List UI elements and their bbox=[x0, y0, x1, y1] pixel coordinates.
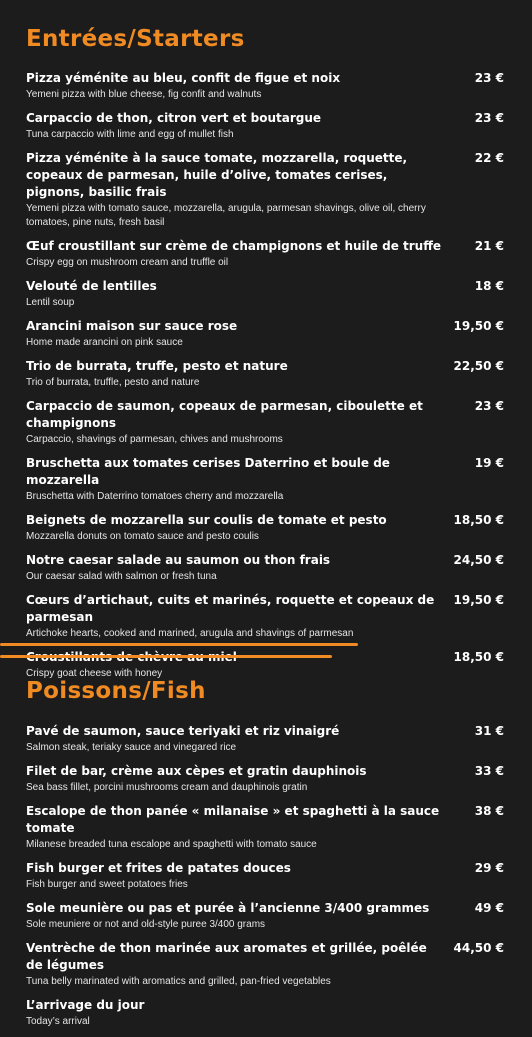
menu-item-price: 19,50 € bbox=[453, 319, 504, 333]
menu-item-name-fr: Velouté de lentilles bbox=[26, 279, 157, 293]
fish-title-separator: / bbox=[142, 678, 151, 704]
fish-list bbox=[26, 723, 506, 1037]
menu-item bbox=[26, 803, 506, 852]
starters-title-en: Starters bbox=[136, 26, 245, 52]
menu-item-name-fr: Pavé de saumon, sauce teriyaki et riz vinaigré bbox=[26, 724, 340, 738]
menu-item-name-en: Artichoke hearts, cooked and marined, arugula and shavings of parmesan bbox=[26, 628, 354, 639]
menu-item-name-fr: Carpaccio de thon, citron vert et boutargue bbox=[26, 111, 322, 125]
menu-item bbox=[26, 512, 506, 544]
menu-item-name-en: Yemeni pizza with blue cheese, fig confit and walnuts bbox=[26, 89, 262, 100]
menu-item-name-fr: Œuf croustillant sur crème de champignons et huile de truffe bbox=[26, 239, 442, 253]
menu-item-price: 23 € bbox=[474, 111, 504, 125]
menu-item-price: 29 € bbox=[474, 861, 504, 875]
menu-item-name-en: Yemeni pizza with tomato sauce, mozzarella, arugula, parmesan shavings, olive oil, cherry tomatoes, pine nuts, fresh basil bbox=[26, 203, 426, 228]
menu-item-price: 23 € bbox=[474, 399, 504, 413]
menu-item bbox=[26, 592, 506, 641]
menu-item bbox=[26, 860, 506, 892]
menu-item-name-en: Tuna belly marinated with aromatics and grilled, pan-fried vegetables bbox=[26, 976, 331, 987]
menu-item-price: 31 € bbox=[474, 724, 504, 738]
menu-item bbox=[26, 238, 506, 270]
starters-title-fr: Entrées bbox=[26, 26, 128, 52]
menu-item-name-en: Mozzarella donuts on tomato sauce and pesto coulis bbox=[26, 531, 259, 542]
menu-item-name-en: Salmon steak, teriaky sauce and vinegared rice bbox=[26, 742, 237, 753]
menu-item-price: 24,50 € bbox=[453, 553, 504, 567]
menu-item-name-en: Milanese breaded tuna escalope and spaghetti with tomato sauce bbox=[26, 839, 317, 850]
menu-item bbox=[26, 70, 506, 102]
menu-item bbox=[26, 723, 506, 755]
fish-title bbox=[26, 678, 206, 704]
menu-item-name-en: Tuna carpaccio with lime and egg of mullet fish bbox=[26, 129, 234, 140]
menu-item-name-fr: Beignets de mozzarella sur coulis de tomate et pesto bbox=[26, 513, 387, 527]
menu-item bbox=[26, 398, 506, 447]
menu-item-name-fr: Escalope de thon panée « milanaise » et spaghetti à la sauce tomate bbox=[26, 804, 440, 835]
menu-item-name-en: Crispy goat cheese with honey bbox=[26, 668, 163, 679]
menu-item-price: 21 € bbox=[474, 239, 504, 253]
menu-item bbox=[26, 278, 506, 310]
menu-item bbox=[26, 552, 506, 584]
menu-item-name-en: Trio of burrata, truffle, pesto and nature bbox=[26, 377, 200, 388]
section-divider-top bbox=[0, 643, 358, 646]
menu-item-price: 33 € bbox=[474, 764, 504, 778]
menu-item-price: 19 € bbox=[474, 456, 504, 470]
menu-item bbox=[26, 997, 506, 1029]
menu-item bbox=[26, 318, 506, 350]
menu-item-name-fr: Pizza yéménite à la sauce tomate, mozzarella, roquette, copeaux de parmesan, huile d’olive, tomates cerises, pignons, basilic frais bbox=[26, 151, 408, 199]
menu-item-price: 38 € bbox=[474, 804, 504, 818]
menu-item-name-fr: Cœurs d’artichaut, cuits et marinés, roquette et copeaux de parmesan bbox=[26, 593, 435, 624]
section-divider-bottom bbox=[0, 655, 332, 658]
menu-item bbox=[26, 649, 506, 681]
menu-item bbox=[26, 455, 506, 504]
fish-title-en: Fish bbox=[150, 678, 206, 704]
starters-title-separator: / bbox=[127, 26, 137, 52]
menu-item-price: 23 € bbox=[474, 71, 504, 85]
menu-item-price: 22,50 € bbox=[453, 359, 504, 373]
menu-item-name-fr: Notre caesar salade au saumon ou thon frais bbox=[26, 553, 331, 567]
menu-item-name-en: Bruschetta with Daterrino tomatoes cherry and mozzarella bbox=[26, 491, 284, 502]
menu-item-name-fr: Trio de burrata, truffe, pesto et nature bbox=[26, 359, 288, 373]
menu-item bbox=[26, 900, 506, 932]
menu-item-name-fr: Carpaccio de saumon, copeaux de parmesan, ciboulette et champignons bbox=[26, 399, 423, 430]
menu-item-price: 18,50 € bbox=[453, 650, 504, 664]
starters-list bbox=[26, 70, 506, 689]
menu-item-name-en: Home made arancini on pink sauce bbox=[26, 337, 183, 348]
menu-item-price: 18,50 € bbox=[453, 513, 504, 527]
menu-item-name-fr: Filet de bar, crème aux cèpes et gratin dauphinois bbox=[26, 764, 367, 778]
menu-item-name-fr: Bruschetta aux tomates cerises Daterrino et boule de mozzarella bbox=[26, 456, 390, 487]
menu-item-name-en: Today’s arrival bbox=[26, 1016, 90, 1027]
menu-item-name-fr: Arancini maison sur sauce rose bbox=[26, 319, 238, 333]
starters-title bbox=[26, 26, 245, 52]
menu-item-name-en: Carpaccio, shavings of parmesan, chives and mushrooms bbox=[26, 434, 283, 445]
menu-item-name-en: Our caesar salad with salmon or fresh tuna bbox=[26, 571, 217, 582]
menu-item-name-fr: Sole meunière ou pas et purée à l’ancienne 3/400 grammes bbox=[26, 901, 430, 915]
menu-item-name-fr: L’arrivage du jour bbox=[26, 998, 145, 1012]
fish-title-fr: Poissons bbox=[26, 678, 143, 704]
menu-item-name-fr: Fish burger et frites de patates douces bbox=[26, 861, 291, 875]
menu-item-price: 19,50 € bbox=[453, 593, 504, 607]
menu-item bbox=[26, 358, 506, 390]
menu-item-name-en: Fish burger and sweet potatoes fries bbox=[26, 879, 188, 890]
menu-item bbox=[26, 150, 506, 230]
menu-item-name-en: Lentil soup bbox=[26, 297, 75, 308]
menu-item-name-fr: Ventrèche de thon marinée aux aromates et grillée, poêlée de légumes bbox=[26, 941, 427, 972]
menu-item-price: 49 € bbox=[474, 901, 504, 915]
menu-item-price: 22 € bbox=[474, 151, 504, 165]
menu-item-price: 18 € bbox=[474, 279, 504, 293]
menu-item bbox=[26, 763, 506, 795]
menu-item-name-en: Sea bass fillet, porcini mushrooms cream and dauphinois gratin bbox=[26, 782, 308, 793]
menu-item-price: 44,50 € bbox=[453, 941, 504, 955]
menu-item bbox=[26, 110, 506, 142]
menu-item-name-en: Crispy egg on mushroom cream and truffle oil bbox=[26, 257, 229, 268]
menu-item bbox=[26, 940, 506, 989]
menu-item-name-en: Sole meuniere or not and old-style puree 3/400 grams bbox=[26, 919, 266, 930]
menu-item-name-fr: Pizza yéménite au bleu, confit de figue et noix bbox=[26, 71, 341, 85]
